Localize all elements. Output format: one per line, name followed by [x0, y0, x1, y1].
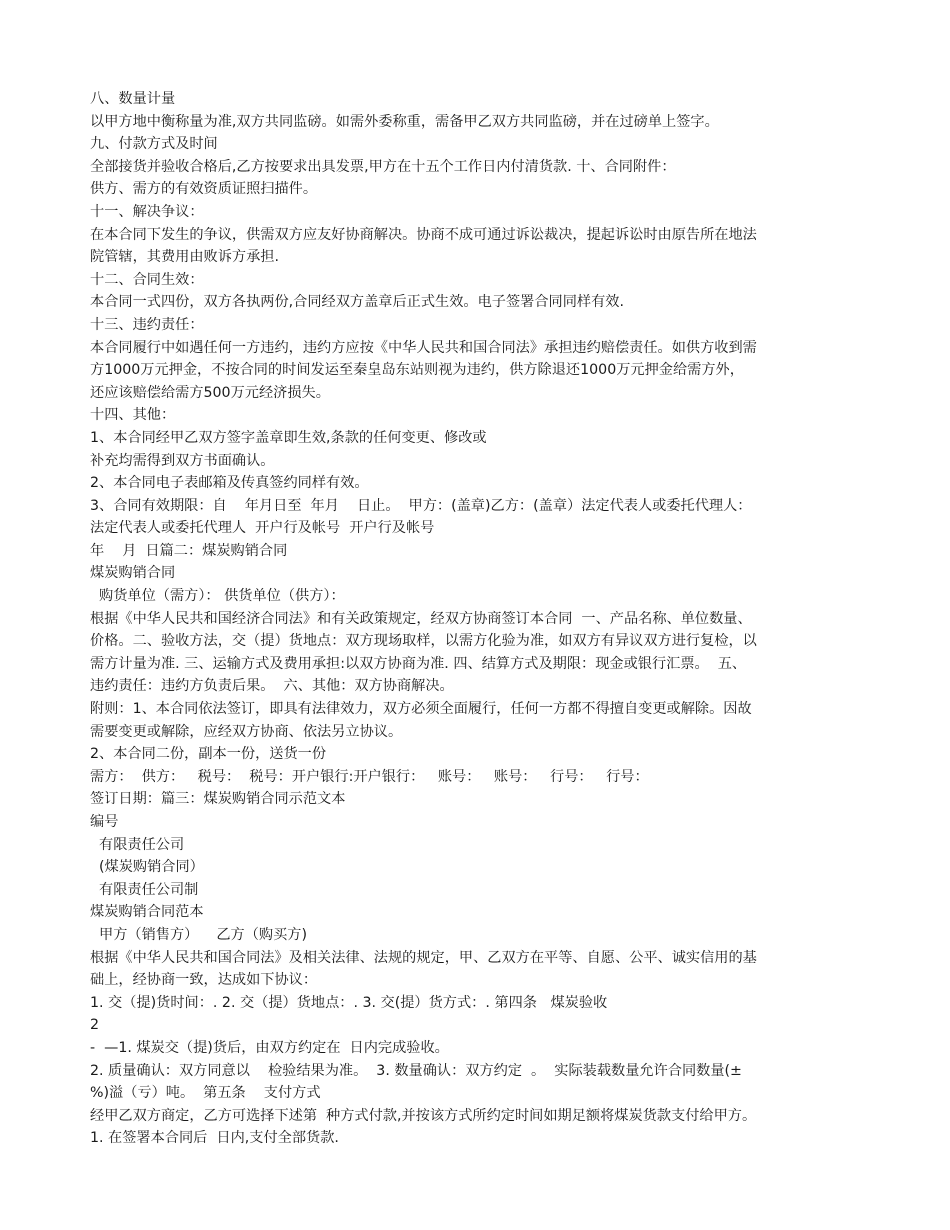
- text-line: 甲方（销售方） 乙方（购买方): [90, 926, 308, 943]
- text-line: (煤炭购销合同）: [90, 859, 204, 876]
- text-line: 1. 交（提)货时间：. 2. 交（提）货地点：. 3. 交(提）货方式：. 第四条 煤炭验收: [90, 994, 608, 1011]
- text-line: 根据《中华人民共和国合同法》及相关法律、法规的规定，甲、乙双方在平等、自愿、公平、诚实信用的基: [90, 949, 757, 966]
- text-line: 2. 质量确认：双方同意以 检验结果为准。 3. 数量确认：双方约定 。 实际装载数量允许合同数量(±: [90, 1062, 742, 1079]
- text-line: 需方计量为准. 三、运输方式及费用承担:以双方协商为准. 四、结算方式及期限：现金或银行汇票。 五、: [90, 655, 747, 672]
- text-line: 全部接货并验收合格后,乙方按要求出具发票,甲方在十五个工作日内付清货款. 十、合同附件：: [90, 158, 676, 175]
- text-line: 煤炭购销合同范本: [90, 904, 204, 921]
- text-line: 在本合同下发生的争议，供需双方应友好协商解决。协商不成可通过诉讼裁决，提起诉讼时由原告所在地法: [90, 226, 757, 243]
- text-line: 八、数量计量: [90, 91, 176, 107]
- text-line: - —1. 煤炭交（提)货后，由双方约定在 日内完成验收。: [90, 1039, 449, 1056]
- text-line: 煤炭购销合同: [90, 565, 176, 582]
- text-line: 1. 在签署本合同后 日内,支付全部货款.: [90, 1130, 339, 1147]
- text-line: 有限责任公司制: [90, 881, 199, 898]
- text-line: 供方、需方的有效资质证照扫描件。: [90, 181, 318, 198]
- text-line: %)溢（亏）吨。 第五条 支付方式: [90, 1085, 321, 1102]
- text-line: 2、本合同二份，副本一份，送货一份: [90, 746, 327, 763]
- text-line: 本合同履行中如遇任何一方违约，违约方应按《中华人民共和国合同法》承担违约赔偿责任。如供方收到需: [90, 339, 757, 356]
- text-line: 3、合同有效期限：自 年月日至 年月 日止。 甲方：(盖章)乙方：(盖章）法定代表人或委托代理人：: [90, 497, 752, 514]
- text-line: 签订日期：篇三：煤炭购销合同示范文本: [90, 791, 346, 808]
- text-line: 附则：1、本合同依法签订，即具有法律效力，双方必须全面履行，任何一方都不得擅自变更或解除。因故: [90, 701, 752, 718]
- text-line: 根据《中华人民共和国经济合同法》和有关政策规定，经双方协商签订本合同 一、产品名称、单位数量、: [90, 610, 752, 627]
- text-line: 补充均需得到双方书面确认。: [90, 452, 275, 469]
- text-line: 方1000万元押金，不按合同的时间发运至秦皇岛东站则视为违约，供方除退还1000万元押金给需方外，: [90, 362, 744, 379]
- text-line: 有限责任公司: [90, 836, 185, 853]
- text-line: 需要变更或解除，应经双方协商、依法另立协议。: [90, 723, 403, 740]
- text-line: 本合同一式四份，双方各执两份,合同经双方盖章后正式生效。电子签署合同同样有效.: [90, 294, 624, 311]
- text-line: 违约责任：违约方负责后果。 六、其他：双方协商解决。: [90, 678, 454, 695]
- text-line: 价格。二、验收方法，交（提）货地点：双方现场取样，以需方化验为准，如双方有异议双方进行复检，以: [90, 633, 757, 650]
- text-line: 购货单位（需方）： 供货单位（供方）：: [90, 588, 345, 605]
- text-line: 十一、解决争议：: [90, 203, 204, 220]
- text-line: 十四、其他：: [90, 407, 176, 424]
- text-line: 需方： 供方： 税号： 税号：开户银行:开户银行： 账号： 账号： 行号： 行号：: [90, 768, 649, 785]
- text-line: 十二、合同生效：: [90, 271, 204, 288]
- text-line: 1、本合同经甲乙双方签字盖章即生效,条款的任何变更、修改或: [90, 429, 487, 446]
- text-line: 院管辖，其费用由败诉方承担.: [90, 249, 279, 266]
- text-line: 九、付款方式及时间: [90, 136, 218, 153]
- text-line: 法定代表人或委托代理人 开户行及帐号 开户行及帐号: [90, 520, 435, 537]
- text-line: 2、本合同电子表邮箱及传真签约同样有效。: [90, 475, 369, 492]
- text-line: 以甲方地中衡称量为准,双方共同监磅。如需外委称重，需备甲乙双方共同监磅，并在过磅单上签字。: [90, 113, 719, 130]
- text-line: 础上，经协商一致，达成如下协议：: [90, 972, 318, 989]
- text-line: 编号: [90, 814, 119, 830]
- text-line: 2: [90, 1017, 100, 1034]
- text-line: 年 月 日篇二：煤炭购销合同: [90, 542, 288, 559]
- document-body: [90, 88, 890, 1150]
- text-line: 还应该赔偿给需方500万元经济损失。: [90, 384, 330, 401]
- text-line: 经甲乙双方商定，乙方可选择下述第 种方式付款,并按该方式所约定时间如期足额将煤炭货款支付给甲方。: [90, 1107, 757, 1124]
- text-line: 十三、违约责任：: [90, 316, 204, 333]
